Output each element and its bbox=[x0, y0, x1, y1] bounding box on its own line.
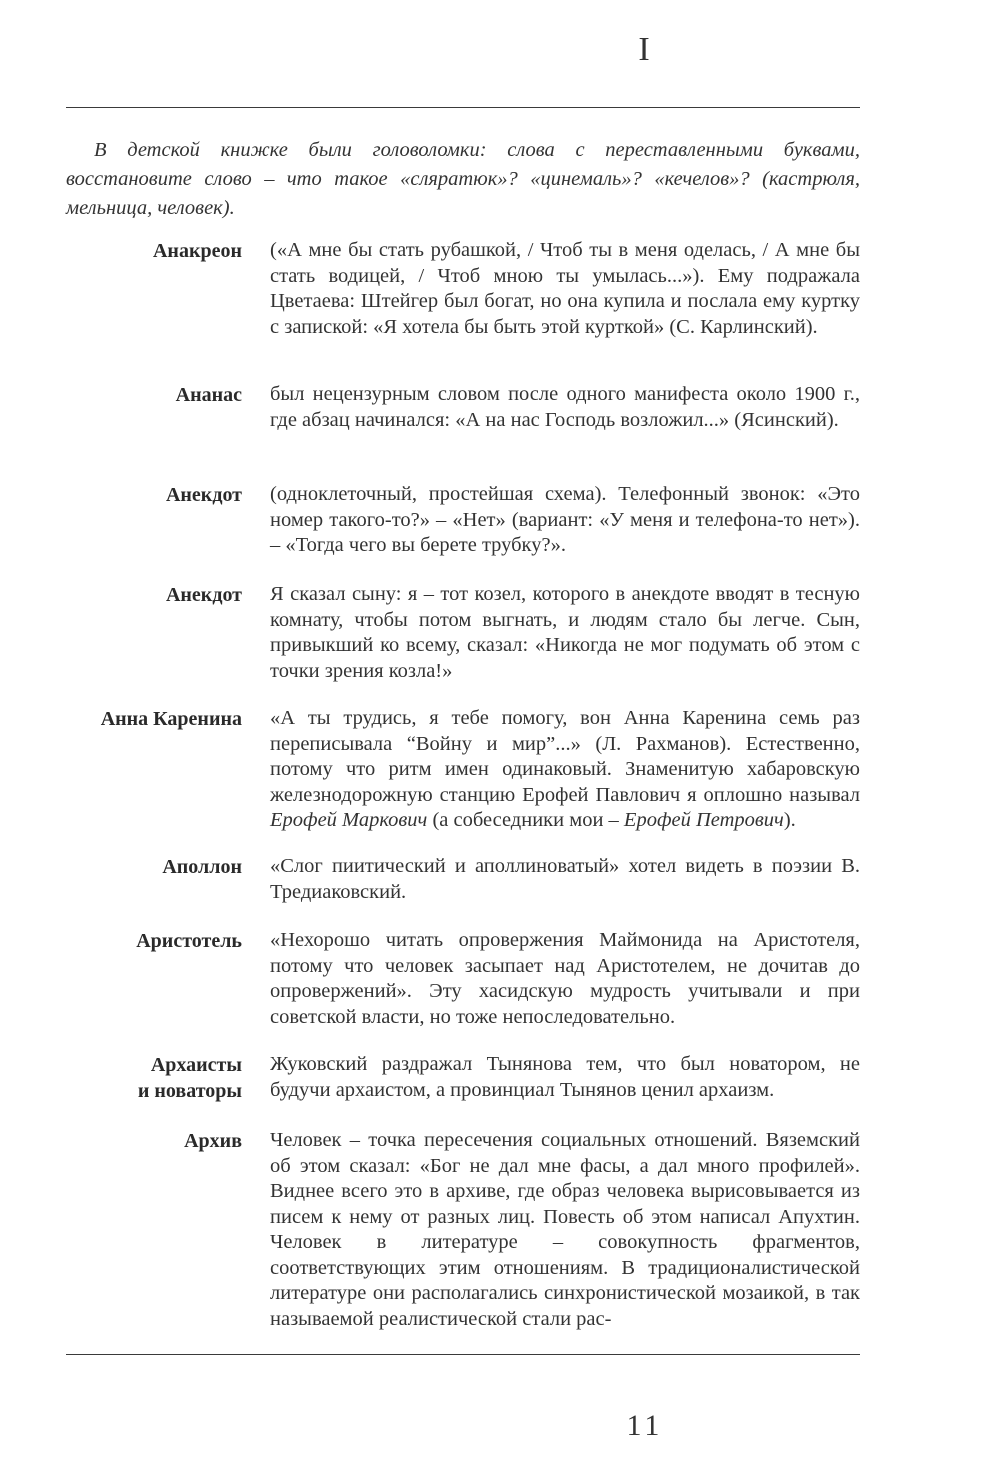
entry-ananas bbox=[66, 382, 860, 482]
entry-text: «Слог пиитический и аполлиноватый» хотел видеть в поэзии В. Тредиаковский. bbox=[270, 855, 860, 903]
entry-arkhaisty bbox=[66, 1052, 860, 1128]
entry-text bbox=[270, 706, 860, 834]
intro-paragraph: В детской книжке были головоломки: слова с переставленными буквами, восстановите слово – что такое «сляратюк»? «цинемаль»? «кечелов»? (кастрюля, мельница, человек). bbox=[66, 139, 860, 219]
entry-term: Анекдот bbox=[165, 484, 242, 506]
entry-text: «Нехорошо читать опровержения Маймонида на Аристотеля, потому что человек засыпает над Аристотелем, не дочитав до опровержений». Эту хасидскую мудрость учитывали и при советской власти, но тоже непоследовательно. bbox=[270, 929, 860, 1028]
entry-term: Анна Каренина bbox=[100, 708, 242, 730]
page-number: 11 bbox=[626, 1409, 664, 1442]
entry-term: Анакреон bbox=[152, 240, 242, 262]
entry-apollon bbox=[66, 854, 860, 928]
entry-term: Ананас bbox=[175, 384, 242, 406]
entry-anna-karenina bbox=[66, 706, 860, 854]
entry-term: Аристотель bbox=[136, 930, 242, 952]
entry-term: Анекдот bbox=[165, 584, 242, 606]
entry-text-part: (а собеседники мои – bbox=[427, 809, 624, 831]
entry-text: был нецензурным словом после одного манифеста около 1900 г., где абзац начинался: «А на нас Господь возложил...» (Ясинский). bbox=[270, 383, 860, 431]
bottom-rule bbox=[66, 1354, 860, 1355]
entry-text: Я сказал сыну: я – тот козел, которого в анекдоте вводят в тесную комнату, чтобы потом выгнать, и людям стало бы легче. Сын, привыкший ко всему, сказал: «Никогда не мог подумать об этом с точки зрения козла!» bbox=[270, 583, 860, 682]
entry-text-italic: Ерофей Маркович bbox=[270, 809, 428, 831]
entry-text: Жуковский раздражал Тынянова тем, что был новатором, не будучи архаистом, а провинциал Тынянов ценил архаизм. bbox=[270, 1053, 860, 1101]
entry-text: (одноклеточный, простейшая схема). Телефонный звонок: «Это номер такого-то?» – «Нет» (вариант: «У меня и телефона-то нет»). – «Тогда чего вы берете трубку?». bbox=[270, 483, 860, 556]
entry-term bbox=[66, 1052, 242, 1104]
entry-text-part: ). bbox=[783, 809, 796, 831]
entry-list bbox=[66, 238, 860, 1332]
section-letter: I bbox=[638, 31, 650, 68]
entry-term-line: и новаторы bbox=[137, 1079, 242, 1102]
entry-aristotel bbox=[66, 928, 860, 1052]
entry-term: Аполлон bbox=[162, 856, 242, 878]
entry-term: Архив bbox=[184, 1130, 242, 1152]
entry-anekdot-2 bbox=[66, 582, 860, 706]
entry-anekdot-1 bbox=[66, 482, 860, 582]
entry-text: Человек – точка пересечения социальных отношений. Вяземский об этом сказал: «Бог не дал мне фасы, а дал много профилей». Виднее всего это в архиве, где образ человека вырисовывается из писем к нему от разных лиц. Повесть об этом написал Апухтин. Человек в литературе – совокупность фрагментов, соответствующих этим отношениям. В традиционалистической литературе они располагались синхронистической мозаикой, в так называемой реалистической стали рас- bbox=[270, 1129, 860, 1330]
entry-anakreon bbox=[66, 238, 860, 382]
entry-term-line: Архаисты bbox=[150, 1054, 242, 1076]
entry-arkhiv bbox=[66, 1128, 860, 1332]
entry-text-italic: Ерофей Петрович bbox=[623, 809, 784, 831]
top-rule bbox=[66, 107, 860, 108]
entry-text-part: «А ты трудись, я тебе помогу, вон Анна Каренина семь раз переписывала “Войну и мир”...» (Л. Рахманов). Естественно, потому что ритм имен одинаковый. Знаменитую хабаровскую железнодорожную станцию Ерофей Павлович я оплошно называл bbox=[270, 707, 860, 806]
entry-text: («А мне бы стать рубашкой, / Чтоб ты в меня оделась, / А мне бы стать водицей, / Чтоб мною ты умылась...»). Ему подражала Цветаева: Штейгер был богат, но она купила и послала ему куртку с запиской: «Я хотела бы быть этой курткой» (С. Карлинский). bbox=[270, 239, 860, 338]
